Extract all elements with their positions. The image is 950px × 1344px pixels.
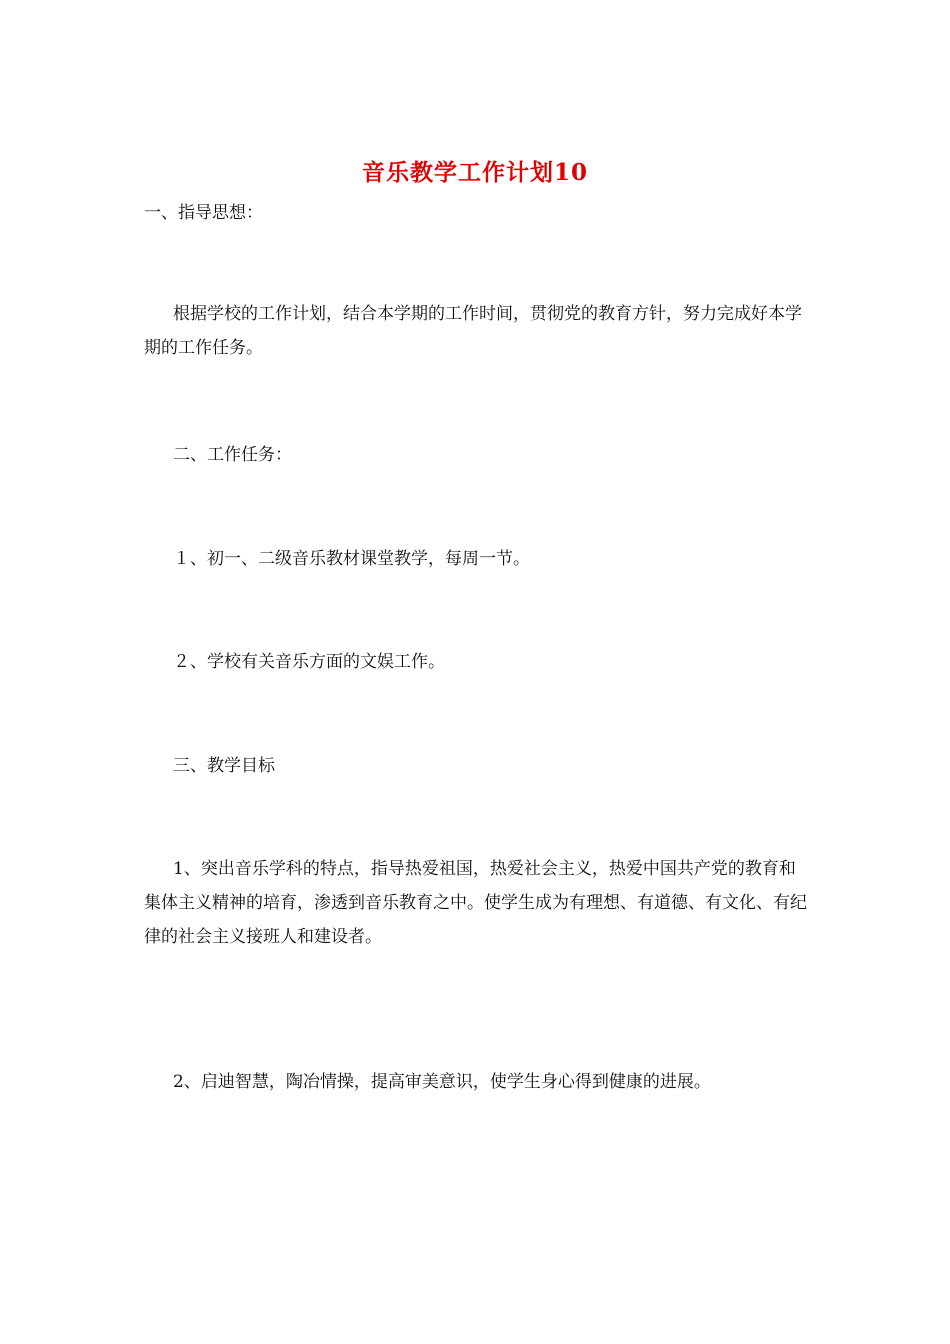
section2-heading: 二、工作任务： (173, 445, 292, 465)
section1-heading: 一、指导思想： (144, 203, 263, 223)
task-item-2: ２、学校有关音乐方面的文娱工作。 (173, 652, 445, 672)
goal-item-2: 2、启迪智慧，陶冶情操，提高审美意识，使学生身心得到健康的进展。 (173, 1072, 711, 1092)
goal-item-1: 1、突出音乐学科的特点，指导热爱祖国，热爱社会主义，热爱中国共产党的教育和集体主义精神的培育，渗透到音乐教育之中。使学生成为有理想、有道德、有文化、有纪律的社会主义接班人和建设者。 (144, 859, 807, 947)
section1-body: 根据学校的工作计划，结合本学期的工作时间，贯彻党的教育方针，努力完成好本学期的工作任务。 (144, 304, 802, 358)
section3-heading: 三、教学目标 (173, 756, 275, 776)
task-item-1: １、初一、二级音乐教材课堂教学，每周一节。 (173, 549, 530, 569)
document-title: 音乐教学工作计划10 (361, 159, 588, 186)
